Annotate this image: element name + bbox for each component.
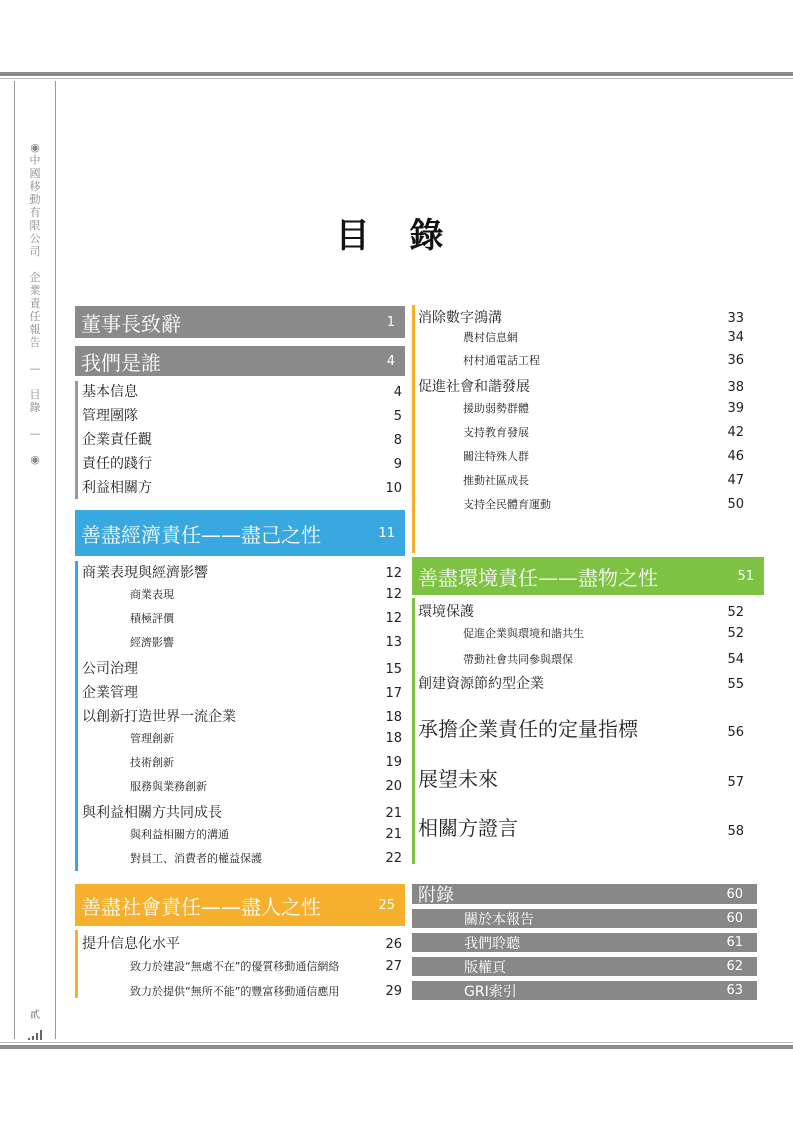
- economic-band-label: 善盡經濟責任——盡己之性: [81, 522, 321, 547]
- appendix-entry-title: 版權頁: [464, 959, 506, 976]
- toc-entry-title: 帶動社會共同參與環保: [463, 653, 573, 666]
- toc-entry-title: 援助弱勢群體: [463, 402, 529, 415]
- toc-entry-title: 村村通電話工程: [463, 354, 540, 367]
- toc-entry-page: 50: [727, 497, 744, 512]
- toc-entry[interactable]: [463, 472, 744, 488]
- toc-entry-page: 21: [385, 806, 402, 821]
- toc-entry-title: 對員工、消費者的權益保護: [130, 852, 262, 865]
- toc-entry-title: 商業表現: [130, 588, 174, 601]
- toc-entry-title: 致力於建設“無處不在”的優質移動通信網絡: [130, 960, 340, 973]
- toc-entry[interactable]: [130, 850, 402, 866]
- appendix-entry[interactable]: [412, 933, 757, 952]
- toc-entry-title: 承擔企業責任的定量指標: [418, 717, 638, 741]
- appendix-entry-page: 61: [726, 935, 743, 950]
- economic-vbar: [75, 561, 78, 871]
- toc-entry[interactable]: [463, 424, 744, 440]
- toc-entry[interactable]: [130, 634, 402, 650]
- toc-entry-title: 相關方證言: [418, 816, 518, 840]
- appendix-entry-title: 我們聆聽: [464, 935, 520, 952]
- toc-entry-major[interactable]: [418, 763, 744, 792]
- toc-entry-page: 12: [385, 587, 402, 602]
- environment-vbar: [412, 598, 415, 864]
- toc-entry-page: 26: [385, 937, 402, 952]
- social-band[interactable]: [75, 884, 405, 926]
- toc-entry[interactable]: [82, 562, 402, 582]
- toc-entry[interactable]: [130, 958, 402, 974]
- toc-entry[interactable]: [82, 405, 402, 425]
- economic-band-page: 11: [378, 525, 395, 541]
- toc-entry-title: 促進企業與環境和諧共生: [463, 627, 584, 640]
- top-rule-thin: [0, 78, 793, 79]
- social-band-label: 善盡社會責任——盡人之性: [81, 894, 321, 919]
- bottom-rule: [0, 1045, 793, 1049]
- toc-entry-page: 33: [727, 311, 744, 326]
- toc-entry[interactable]: [82, 381, 402, 401]
- toc-entry-title: 企業責任觀: [82, 432, 152, 448]
- environment-band-label: 善盡環境責任——盡物之性: [418, 565, 658, 590]
- toc-entry-title: 商業表現與經濟影響: [82, 565, 208, 581]
- toc-entry-page: 46: [727, 449, 744, 464]
- toc-entry[interactable]: [130, 983, 402, 999]
- environment-band-page: 51: [737, 568, 754, 584]
- toc-entry-page: 42: [727, 425, 744, 440]
- toc-entry[interactable]: [463, 448, 744, 464]
- toc-entry[interactable]: [82, 658, 402, 678]
- toc-entry-page: 13: [385, 635, 402, 650]
- toc-entry-title: 經濟影響: [130, 636, 174, 649]
- toc-entry[interactable]: [82, 682, 402, 702]
- appendix-entry[interactable]: [412, 909, 757, 928]
- who-vbar: [75, 381, 78, 499]
- toc-entry-page: 39: [727, 401, 744, 416]
- toc-entry-page: 34: [727, 330, 744, 345]
- toc-entry-page: 12: [385, 566, 402, 581]
- appendix-band-label: 附錄: [418, 885, 454, 906]
- toc-entry-page: 36: [727, 353, 744, 368]
- environment-band[interactable]: [412, 557, 764, 595]
- toc-entry-page: 58: [727, 824, 744, 839]
- top-rule: [0, 72, 793, 76]
- chairman-band-page: 1: [386, 314, 395, 330]
- appendix-entry-page: 60: [726, 911, 743, 926]
- toc-entry[interactable]: [82, 453, 402, 473]
- toc-entry[interactable]: [82, 429, 402, 449]
- toc-entry-title: 展望未來: [418, 767, 498, 791]
- toc-entry[interactable]: [130, 730, 402, 746]
- chairman-band[interactable]: [75, 306, 405, 338]
- toc-entry-title: 創建資源節約型企業: [418, 676, 544, 692]
- toc-entry-page: 4: [393, 385, 402, 400]
- toc-entry-page: 15: [385, 662, 402, 677]
- toc-entry[interactable]: [418, 376, 744, 396]
- toc-entry[interactable]: [418, 601, 744, 621]
- toc-entry-title: 致力於提供“無所不能”的豐富移動通信應用: [130, 985, 340, 998]
- toc-entry[interactable]: [130, 754, 402, 770]
- social-vbar: [75, 930, 78, 998]
- appendix-entry[interactable]: [412, 981, 757, 1000]
- toc-entry-title: 積極評價: [130, 612, 174, 625]
- toc-entry-page: 19: [385, 755, 402, 770]
- toc-entry-title: 企業管理: [82, 685, 138, 701]
- who-band-page: 4: [386, 353, 395, 369]
- toc-entry-page: 55: [727, 677, 744, 692]
- toc-entry-title: 公司治理: [82, 661, 138, 677]
- toc-entry[interactable]: [130, 610, 402, 626]
- page-title: 目 錄: [335, 216, 458, 256]
- toc-entry[interactable]: [82, 706, 402, 726]
- toc-entry-title: 管理創新: [130, 732, 174, 745]
- toc-entry-page: 57: [727, 775, 744, 790]
- economic-band[interactable]: [75, 510, 405, 556]
- toc-entry[interactable]: [463, 400, 744, 416]
- toc-entry-page: 54: [727, 652, 744, 667]
- signal-icon: [28, 1025, 44, 1044]
- toc-entry[interactable]: [463, 352, 744, 368]
- toc-entry[interactable]: [463, 329, 744, 345]
- toc-entry-title: 支持教育發展: [463, 426, 529, 439]
- toc-entry-major[interactable]: [418, 812, 744, 841]
- toc-entry-page: 52: [727, 605, 744, 620]
- social-cont-vbar: [412, 305, 415, 553]
- toc-entry[interactable]: [418, 307, 744, 327]
- toc-entry-page: 10: [385, 481, 402, 496]
- toc-entry-title: 提升信息化水平: [82, 936, 180, 952]
- toc-entry-title: 環境保護: [418, 604, 474, 620]
- toc-entry[interactable]: [463, 651, 744, 667]
- toc-entry-page: 8: [393, 433, 402, 448]
- toc-entry-title: 消除數字鴻溝: [418, 310, 502, 326]
- toc-entry-page: 18: [385, 731, 402, 746]
- appendix-entry[interactable]: [412, 957, 757, 976]
- toc-entry-title: 基本信息: [82, 384, 138, 400]
- toc-entry-page: 38: [727, 380, 744, 395]
- toc-entry[interactable]: [418, 673, 744, 693]
- toc-entry-page: 18: [385, 710, 402, 725]
- toc-entry[interactable]: [82, 802, 402, 822]
- toc-entry-page: 27: [385, 959, 402, 974]
- toc-entry-title: 利益相關方: [82, 480, 152, 496]
- page-mark: 貳: [30, 1010, 40, 1021]
- bottom-rule-thin: [0, 1042, 793, 1043]
- toc-entry[interactable]: [82, 477, 402, 497]
- appendix-band-page: 60: [726, 886, 743, 902]
- appendix-entry-title: GRI索引: [464, 983, 517, 1000]
- toc-entry-page: 9: [393, 457, 402, 472]
- toc-entry-major[interactable]: [418, 713, 744, 742]
- toc-entry-title: 服務與業務創新: [130, 780, 207, 793]
- toc-entry-title: 與利益相關方的溝通: [130, 828, 229, 841]
- toc-entry-title: 責任的踐行: [82, 456, 152, 472]
- appendix-entry-title: 關於本報告: [464, 911, 534, 928]
- toc-entry-title: 支持全民體育運動: [463, 498, 551, 511]
- toc-entry-page: 21: [385, 827, 402, 842]
- who-band[interactable]: [75, 346, 405, 376]
- toc-entry-page: 12: [385, 611, 402, 626]
- toc-entry-page: 56: [727, 725, 744, 740]
- toc-entry-page: 52: [727, 626, 744, 641]
- toc-entry-title: 技術創新: [130, 756, 174, 769]
- toc-entry-title: 農村信息網: [463, 331, 518, 344]
- toc-entry[interactable]: [82, 933, 402, 953]
- appendix-entry-page: 62: [726, 959, 743, 974]
- toc-entry-page: 47: [727, 473, 744, 488]
- sidebar-vertical-text: ◉ 中 國 移 動 有 限 公 司 企 業 責 任 報 告 — 目 錄 — ◉: [29, 141, 41, 466]
- toc-entry[interactable]: [130, 826, 402, 842]
- toc-entry[interactable]: [463, 496, 744, 512]
- toc-entry-page: 29: [385, 984, 402, 999]
- who-band-label: 我們是誰: [81, 350, 161, 375]
- social-band-page: 25: [378, 897, 395, 913]
- toc-entry-title: 管理團隊: [82, 408, 138, 424]
- appendix-entry-page: 63: [726, 983, 743, 998]
- toc-entry-title: 推動社區成長: [463, 474, 529, 487]
- toc-entry-title: 促進社會和諧發展: [418, 379, 530, 395]
- toc-entry-title: 與利益相關方共同成長: [82, 805, 222, 821]
- toc-entry-title: 關注特殊人群: [463, 450, 529, 463]
- toc-entry[interactable]: [463, 625, 744, 641]
- toc-entry-page: 5: [393, 409, 402, 424]
- toc-entry-page: 22: [385, 851, 402, 866]
- toc-entry[interactable]: [130, 778, 402, 794]
- toc-entry-page: 20: [385, 779, 402, 794]
- chairman-band-label: 董事長致辭: [81, 311, 181, 336]
- toc-entry-page: 17: [385, 686, 402, 701]
- appendix-band[interactable]: [412, 884, 757, 904]
- toc-entry[interactable]: [130, 586, 402, 602]
- toc-entry-title: 以創新打造世界一流企業: [82, 709, 236, 725]
